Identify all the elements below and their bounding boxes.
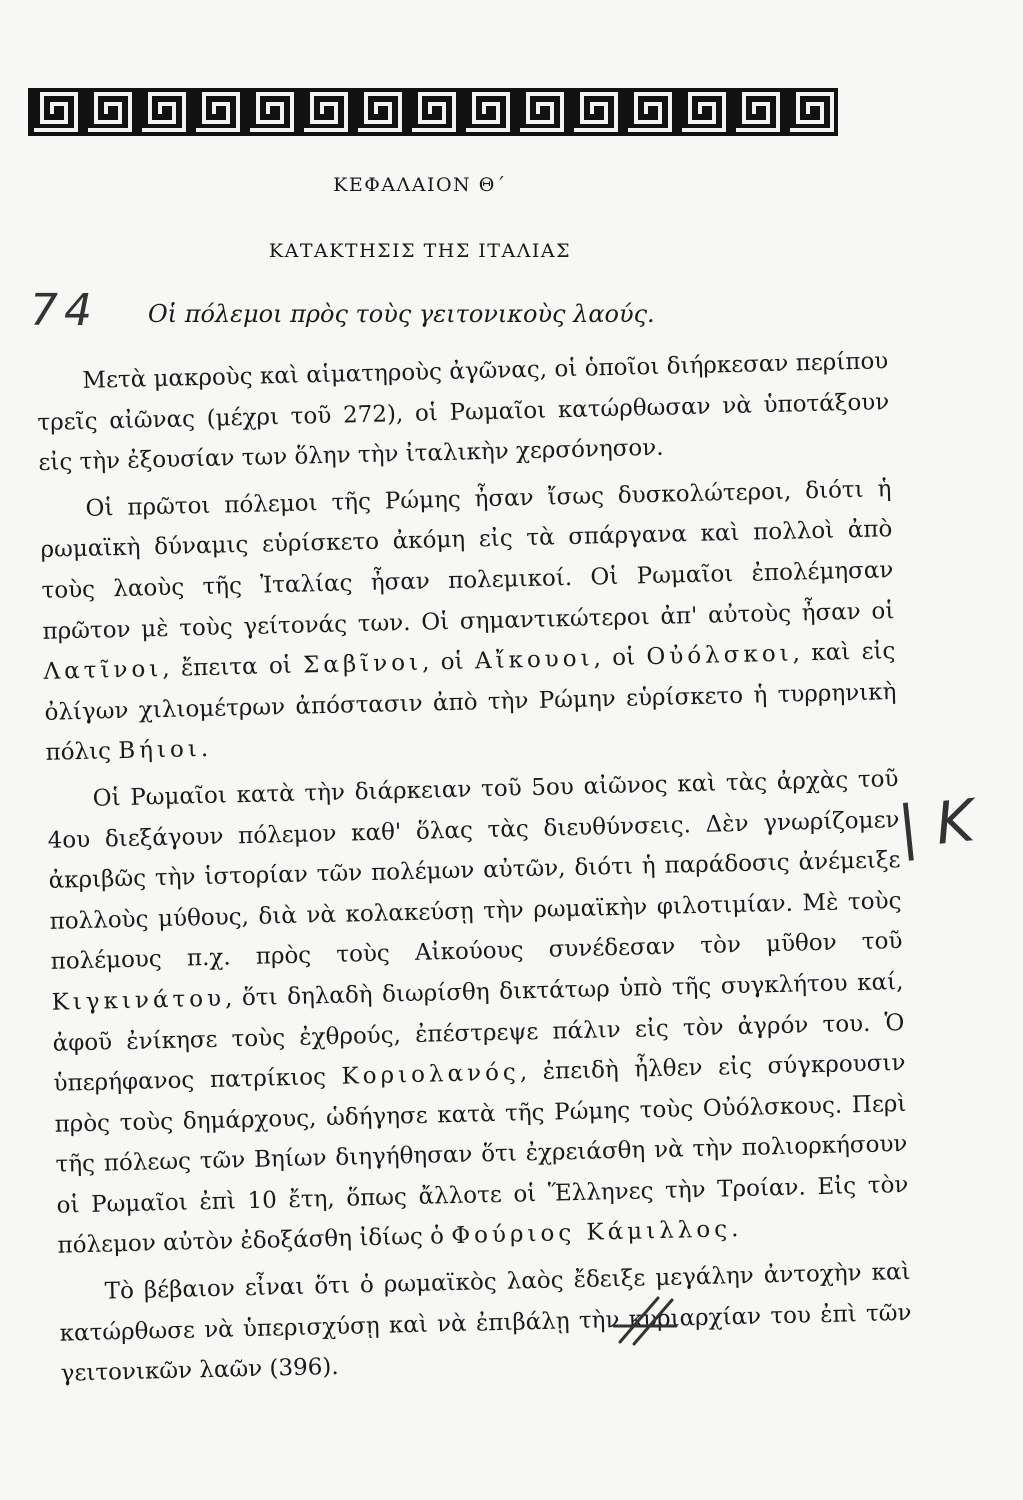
emphasis-sabinoi: Σαβῖνοι bbox=[302, 649, 423, 679]
paragraph-2-text: , ἔπειτα οἱ bbox=[161, 653, 293, 683]
handwritten-strike-mark bbox=[610, 1290, 680, 1350]
paragraph-3 bbox=[46, 759, 910, 1267]
handwritten-margin-mark: | K bbox=[894, 786, 978, 862]
paragraph-4: Τὸ βέβαιον εἶναι ὅτι ὁ ρωμαϊκὸς λαὸς ἔδειξε μεγάλην ἀντοχὴν καὶ κατώρθωσε νὰ ὑπερισχύσῃ καὶ νὰ ἐπιβάλῃ τὴν κυριαρχίαν του ἐπὶ τῶν γειτονικῶν λαῶν (396). bbox=[59, 1258, 912, 1387]
emphasis-latinoi: Λατῖνοι bbox=[43, 656, 163, 686]
paragraph-2-text: Οἱ πρῶτοι πόλεμοι τῆς Ρώμης ἦσαν ἴσως δυσκολώτεροι, διότι ἡ ρωμαϊκὴ δύναμις εὑρίσκετο ἀκόμη εἰς τὰ σπάργανα καὶ πολλοὶ ἀπὸ τοὺς λαοὺς τῆς Ἰταλίας ἦσαν πολεμικοί. Οἱ Ρωμαῖοι ἐπολέμησαν πρῶτον μὲ τοὺς γείτονάς των. Οἱ σημαντικώτεροι ἀπ' αὐτοὺς ἦσαν οἱ bbox=[40, 475, 895, 645]
chapter-heading: ΚΕΦΑΛΑΙΟΝ Θ΄ bbox=[333, 174, 507, 196]
paragraph-2-text: , οἱ bbox=[593, 644, 636, 672]
emphasis-kigkinatos: Κιγκινάτου bbox=[51, 985, 226, 1016]
chapter-title: ΚΑΤΑΚΤΗΣΙΣ ΤΗΣ ΙΤΑΛΙΑΣ bbox=[268, 240, 572, 262]
paragraph-3-text: Οἱ Ρωμαῖοι κατὰ τὴν διάρκειαν τοῦ 5ου αἰῶνος καὶ τὰς ἀρχὰς τοῦ 4ου διεξάγουν πόλεμον καθ' ὅλας τὰς διευθύνσεις. Δὲν γνωρίζομεν ἀκριβῶς τὴν ἱστορίαν τῶν πολέμων αὐτῶν, διότι ἡ παράδοσις ἀνέμειξε πολλοὺς μύθους, διὰ νὰ κολακεύσῃ τὴν ρωμαϊκὴν φιλοτιμίαν. Μὲ τοὺς πολέμους π.χ. πρὸς τοὺς Αἰκούους συνέδεσαν τὸν μῦθον τοῦ bbox=[47, 765, 903, 976]
paragraph-3-text: , ὅτι δηλαδὴ διωρίσθη δικτάτωρ ὑπὸ τῆς συγκλήτου καί, ἀφοῦ ἐνίκησε τοὺς ἐχθρούς, ἐπέστρεψε πάλιν εἰς τὸν ἀγρόν του. Ὁ ὑπερήφανος πατρίκιος bbox=[52, 968, 905, 1097]
section-subtitle: Οἱ πόλεμοι πρὸς τοὺς γειτονικοὺς λαούς. bbox=[148, 300, 655, 328]
paragraph-2-text: , οἱ bbox=[421, 648, 464, 676]
emphasis-aikouoi: Αἴκουοι bbox=[474, 645, 594, 675]
paragraph-3-text: , ἐπειδὴ ἦλθεν εἰς σύγκρουσιν πρὸς τοὺς δημάρχους, ὡδήγησε κατὰ τῆς Ρώμης τοὺς Οὐόλσκους. Περὶ τῆς πόλεως τῶν Βηίων διηγήθησαν ὅτι ἐχρειάσθη νὰ τὴν πολιορκήσουν οἱ Ρωμαῖοι ἐπὶ 10 ἔτη, ὅπως ἄλλοτε οἱ Ἕλληνες τὴν Τροίαν. Εἰς τὸν πόλεμον αὐτὸν ἐδοξάσθη ἰδίως ὁ bbox=[54, 1050, 909, 1260]
paragraph-2-text: , καὶ εἰς ὀλίγων χιλιομέτρων ἀπόστασιν ἀπὸ τὴν Ρώμην εὑρίσκετο ἡ τυρρηνικὴ πόλις bbox=[44, 638, 897, 767]
body-text bbox=[36, 341, 913, 1400]
emphasis-ouolskoi: Οὐόλσκοι bbox=[646, 640, 793, 671]
handwritten-margin-number: 74 bbox=[30, 285, 98, 336]
paragraph-2 bbox=[39, 469, 898, 774]
emphasis-vioi: Βήιοι bbox=[117, 736, 202, 765]
greek-key-border bbox=[28, 86, 838, 138]
emphasis-fourios-kamillos: Φούριος Κάμιλλος bbox=[450, 1216, 732, 1250]
paragraph-3-text: . bbox=[730, 1216, 739, 1243]
paragraph-1: Μετὰ μακροὺς καὶ αἱματηροὺς ἀγῶνας, οἱ ὁποῖοι διήρκεσαν περίπου τρεῖς αἰῶνας (μέχρι τοῦ 272), οἱ Ρωμαῖοι κατώρθωσαν νὰ ὑποτάξουν εἰς τὴν ἐξουσίαν των ὅλην τὴν ἰταλικὴν χερσόνησον. bbox=[37, 348, 890, 477]
emphasis-koriolanos: Κοριολανός bbox=[341, 1059, 521, 1090]
paragraph-2-text: . bbox=[200, 736, 209, 763]
